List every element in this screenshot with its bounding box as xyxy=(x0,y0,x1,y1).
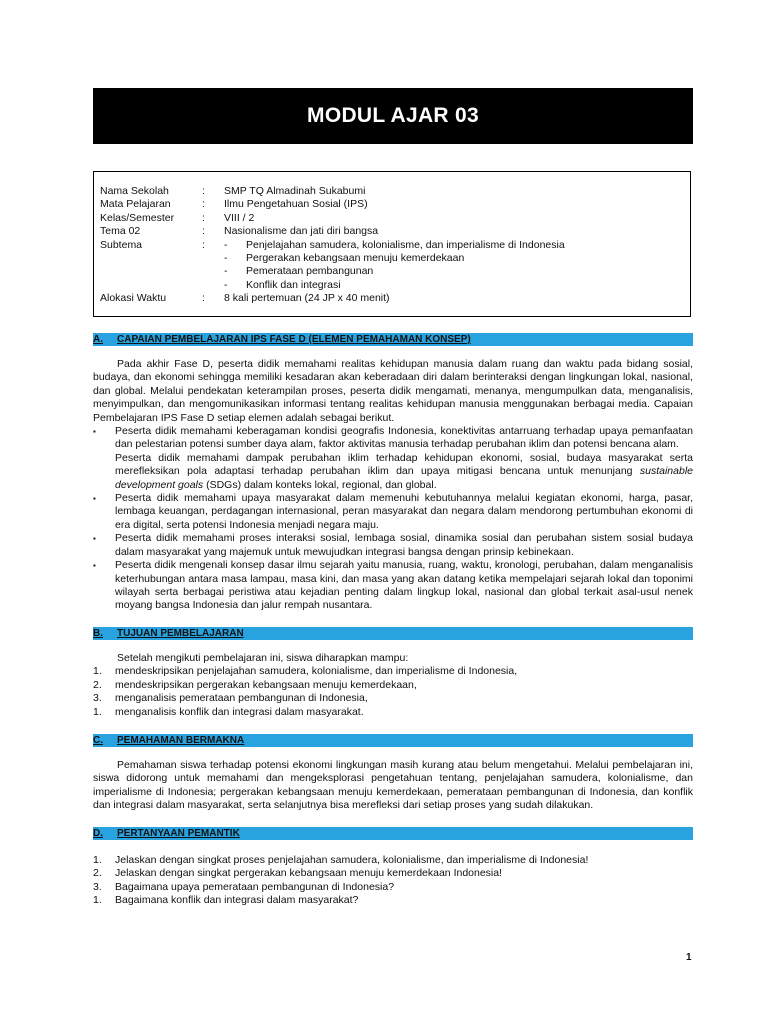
info-row-time xyxy=(100,292,690,305)
section-paragraph: Setelah mengikuti pembelajaran ini, siswa diharapkan mampu: xyxy=(117,652,409,664)
bullet-item xyxy=(93,452,693,492)
subtheme-item xyxy=(224,252,690,265)
section-letter: A. xyxy=(93,334,103,345)
section-heading xyxy=(93,333,693,346)
question-list xyxy=(93,854,693,908)
info-label: Subtema xyxy=(100,238,143,251)
info-label: Kelas/Semester xyxy=(100,211,175,224)
info-row-subject xyxy=(100,198,690,211)
dash-marker: - xyxy=(224,238,228,251)
objective-list xyxy=(93,665,693,719)
dash-marker: - xyxy=(224,265,228,278)
list-item xyxy=(93,867,693,880)
identity-box xyxy=(93,171,691,317)
info-value: Ilmu Pengetahuan Sosial (IPS) xyxy=(224,198,368,211)
bullet-text: Peserta didik memahami keberagaman kondisi geografis Indonesia, konektivitas antarruang terhadap upaya pemanfaatan dan pelestarian potensi sumber daya alam, faktor aktivitas manusia terhadap perubahan iklim dan potensi bencana alam. xyxy=(115,425,693,451)
item-number: 1. xyxy=(93,705,102,718)
item-text: menganalisis pemerataan pembangunan di Indonesia, xyxy=(115,692,368,705)
item-number: 2. xyxy=(93,867,102,880)
bullet-text: Peserta didik memahami upaya masyarakat dalam memenuhi kebutuhannya melalui kegiatan ekonomi, harga, pasar, lembaga keuangan, perdagangan internasional, peran masyarakat dan negara dalam mendorong pertumbuhan ekonomi di era digital, serta potensi Indonesia menjadi negara maju. xyxy=(115,492,693,531)
list-item xyxy=(93,881,693,894)
bullet-text: Peserta didik mengenali konsep dasar ilmu sejarah yaitu manusia, ruang, waktu, kronologi, perubahan, dalam menganalisis keterhubungan antara masa lampau, masa kini, dan masa yang akan datang ketika mempelajari sejarah lokal dan toponimi wilayah serta berbagai peristiwa atau kejadian penting dalam lingkup lokal, nasional dan global terkait asal-usul nenek moyang bangsa Indonesia dan jalur rempah nusantara. xyxy=(115,559,693,612)
item-text: mendeskripsikan penjelajahan samudera, kolonialisme, dan imperialisme di Indonesia, xyxy=(115,665,518,678)
info-colon: : xyxy=(202,238,205,251)
item-text: Bagaimana upaya pemerataan pembangunan di Indonesia? xyxy=(115,880,395,893)
section-title: CAPAIAN PEMBELAJARAN IPS FASE D (ELEMEN PEMAHAMAN KONSEP) xyxy=(117,334,471,345)
section-letter: B. xyxy=(93,628,103,639)
subtheme-item xyxy=(224,279,690,292)
section-heading xyxy=(93,827,693,840)
dash-marker: - xyxy=(224,278,228,291)
subtheme-item xyxy=(224,239,690,252)
bullet-list xyxy=(93,425,693,613)
item-text: mendeskripsikan pergerakan kebangsaan menuju kemerdekaan, xyxy=(115,678,417,691)
subtheme-list xyxy=(224,239,690,293)
section-heading xyxy=(93,734,693,747)
item-number: 3. xyxy=(93,880,102,893)
info-row-class xyxy=(100,212,690,225)
item-text: menganalisis konflik dan integrasi dalam masyarakat. xyxy=(115,705,364,718)
section-letter: D. xyxy=(93,828,103,839)
info-colon: : xyxy=(202,225,205,238)
section-a xyxy=(93,333,693,613)
bullet-marker: ▪ xyxy=(93,534,96,544)
section-b xyxy=(93,627,693,719)
section-paragraph: Pada akhir Fase D, peserta didik memahami realitas kehidupan manusia dalam ruang dan waktu pada bidang sosial, budaya, dan ekonomi sehingga memiliki kesadaran akan keberadaan diri dalam berinteraksi dengan lingkungan lokal, nasional, dan global. Melalui pendekatan keterampilan proses, peserta didik mengamati, menanya, mengumpulkan data, menganalisis, menyimpulkan, dan mengomunikasikan informasi tentang realitas kehidupan manusia menggunakan berbagai media. Capaian Pembelajaran IPS Fase D setiap elemen adalah sebagai berikut. xyxy=(93,358,693,424)
section-letter: C. xyxy=(93,735,103,746)
info-value: 8 kali pertemuan (24 JP x 40 menit) xyxy=(224,292,390,305)
section-paragraph: Pemahaman siswa terhadap potensi ekonomi lingkungan masih kurang atau belum mengetahui. Melalui pembelajaran ini, siswa didorong untuk memahami dan mengeksplorasi pengetahuan tentang, penjelajahan samudera, kolonialisme, dan imperialisme di Indonesia; pergerakan kebangsaan menuju kemerdekaan, pemerataan pembangunan di Indonesia, dan konflik dan integrasi dalam masyarakat, serta selanjutnya bisa merefleksi dari setiap proses yang sudah dilakukan. xyxy=(93,759,693,812)
info-colon: : xyxy=(202,211,205,224)
item-text: Jelaskan dengan singkat proses penjelajahan samudera, kolonialisme, dan imperialisme di Indonesia! xyxy=(115,854,589,866)
item-text: Jelaskan dengan singkat pergerakan kebangsaan menuju kemerdekaan Indonesia! xyxy=(115,867,503,880)
dash-marker: - xyxy=(224,252,228,265)
module-title: MODUL AJAR 03 xyxy=(93,88,693,144)
section-title: PERTANYAAN PEMANTIK xyxy=(117,828,240,839)
info-colon: : xyxy=(202,292,205,305)
list-item xyxy=(93,665,693,678)
info-value: VIII / 2 xyxy=(224,211,255,224)
info-colon: : xyxy=(202,198,205,211)
item-number: 1. xyxy=(93,894,102,907)
subtheme-text: Penjelajahan samudera, kolonialisme, dan imperialisme di Indonesia xyxy=(246,238,565,251)
item-number: 3. xyxy=(93,692,102,705)
subtheme-text: Konflik dan integrasi xyxy=(246,278,341,291)
list-item xyxy=(93,706,693,719)
list-item xyxy=(93,679,693,692)
bullet-text: Peserta didik memahami proses interaksi sosial, lembaga sosial, dinamika sosial dan perubahan sistem sosial budaya dalam masyarakat yang majemuk untuk mewujudkan integrasi bangsa dengan prinsip kebinekaan. xyxy=(115,532,693,558)
list-item xyxy=(93,692,693,705)
subtheme-text: Pemerataan pembangunan xyxy=(246,265,374,278)
bullet-marker: ▪ xyxy=(93,427,96,437)
info-label: Tema 02 xyxy=(100,225,141,238)
item-number: 1. xyxy=(93,854,102,866)
bullet-item xyxy=(93,492,693,532)
bullet-item xyxy=(93,559,693,613)
info-label: Nama Sekolah xyxy=(100,185,169,197)
item-text: Bagaimana konflik dan integrasi dalam masyarakat? xyxy=(115,894,359,907)
section-title: PEMAHAMAN BERMAKNA xyxy=(117,735,245,746)
section-heading xyxy=(93,627,693,640)
bullet-marker: ▪ xyxy=(93,561,96,571)
bullet-item xyxy=(93,425,693,452)
info-row-school xyxy=(100,185,690,198)
info-row-theme xyxy=(100,225,690,238)
info-label: Alokasi Waktu xyxy=(100,292,167,305)
info-row-subtheme xyxy=(100,239,690,293)
bullet-item xyxy=(93,532,693,559)
info-value: Nasionalisme dan jati diri bangsa xyxy=(224,225,379,238)
section-title: TUJUAN PEMBELAJARAN xyxy=(117,628,244,639)
page-number: 1 xyxy=(686,952,692,963)
item-number: 1. xyxy=(93,665,102,678)
info-label: Mata Pelajaran xyxy=(100,198,171,211)
section-c xyxy=(93,734,693,813)
list-item xyxy=(93,894,693,907)
bullet-marker: ▪ xyxy=(93,494,96,504)
subtheme-item xyxy=(224,265,690,278)
list-item xyxy=(93,854,693,867)
item-number: 2. xyxy=(93,678,102,691)
info-colon: : xyxy=(202,185,205,197)
section-d xyxy=(93,827,693,908)
subtheme-text: Pergerakan kebangsaan menuju kemerdekaan xyxy=(246,252,465,265)
info-value: SMP TQ Almadinah Sukabumi xyxy=(224,185,366,197)
bullet-text: Peserta didik memahami dampak perubahan iklim terhadap kehidupan ekonomi, sosial, budaya masyarakat serta merefleksikan pola adaptasi terhadap perubahan iklim dan upaya mitigasi bencana untuk menunjang sustainable development goals (SDGs) dalam konteks lokal, regional, dan global. xyxy=(115,451,693,491)
